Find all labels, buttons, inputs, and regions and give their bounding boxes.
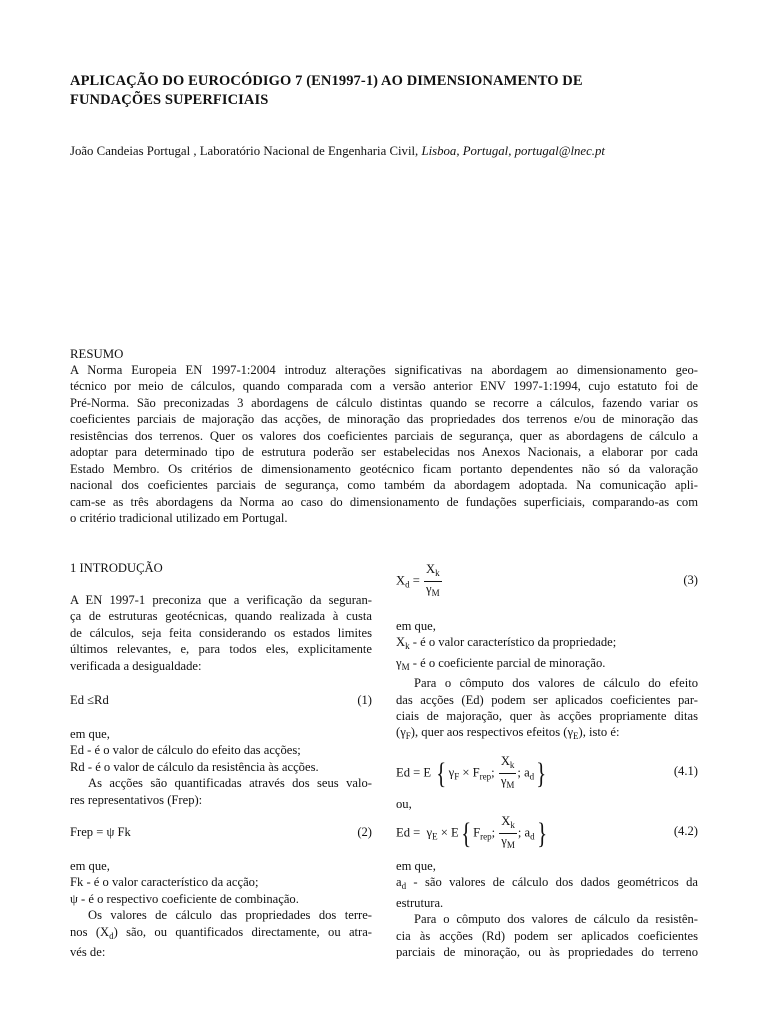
equation-1-body: Ed ≤Rd: [70, 693, 109, 707]
equation-4-1-body: Ed = E { $\gamma_F \times F_{rep}$; $\frac{X_k}{\gamma_M}$ ; $a_d$}: [396, 754, 547, 790]
text-line: res representativos (Frep):: [70, 792, 203, 807]
abstract-line: técnico por meio de cálculos, quando comparada com a versão anterior ENV 1997-1:1994, cujo estatuto foi de: [70, 379, 698, 394]
equation-4-2-number: (4.2): [673, 824, 698, 838]
abstract: [70, 362, 698, 526]
author-affiliation: João Candeias Portugal , Laboratório Nacional de Engenharia Civil,: [70, 144, 419, 158]
text-line: em que,: [396, 619, 436, 633]
or-label: ou,: [396, 797, 412, 811]
text-line: Para o cômputo dos valores de cálculo do efeito: [414, 676, 698, 691]
where-block-1: [70, 726, 372, 808]
equation-3: [396, 560, 698, 602]
text-line: $(\gamma_F)$, quer aos respectivos efeitos $(\gamma_E)$, isto é:: [396, 725, 620, 742]
text-line: A EN 1997-1 preconiza que a verificação da seguran-: [70, 593, 372, 607]
fraction: $\frac{X_k}{\gamma_M}$: [426, 562, 440, 598]
author-location: Lisboa, Portugal: [421, 144, 509, 158]
text-line: $\gamma_M$ - é o coeficiente parcial de minoração.: [396, 655, 606, 672]
abstract-line: Estado Membro. Os critérios de dimensionamento geotécnico ficam portanto dependentes não só da valoração: [70, 461, 698, 476]
author-line: João Candeias Portugal , Laboratório Nacional de Engenharia Civil, Lisboa, Portugal, portugal@lnec.pt: [70, 144, 605, 158]
text-line: $a_d$ - são valores de cálculo dos dados geométricos da: [396, 875, 698, 892]
abstract-line: coeficientes parciais de majoração das acções, de minoração das propriedades dos terrenos e/ou de minoração das: [70, 412, 698, 427]
equation-2: [70, 824, 372, 854]
text-line: ψ - é o respectivo coeficiente de combinação.: [70, 891, 299, 906]
text-line: cia às acções (Rd) podem ser aplicados coeficientes: [396, 928, 698, 943]
text-line: em que,: [70, 859, 110, 873]
abstract-line: cam-se as três abordagens da Norma ao caso do dimensionamento de fundações superficiais, comparando-as com: [70, 494, 698, 509]
paper-title: [70, 72, 690, 110]
where-block-4: [396, 858, 698, 960]
abstract-heading: RESUMO: [70, 347, 124, 361]
title-line-2: FUNDAÇÕES SUPERFICIAIS: [70, 92, 269, 108]
equation-2-body: Frep = ψ Fk: [70, 825, 131, 839]
equation-4-2-body: $Ed = \gamma_E \times E${ $F_{rep}$; $\frac{X_k}{\gamma_M}$ ; $a_d$}: [396, 814, 547, 850]
text-line: últimos relevantes, e, para todos eles, explicitamente: [70, 642, 372, 657]
section-heading: 1 INTRODUÇÃO: [70, 561, 163, 575]
text-line: ça de estruturas geotécnicas, quando realizada à custa: [70, 609, 372, 624]
equation-1: [70, 692, 372, 722]
equation-4-2: [396, 814, 698, 854]
where-block-2: [70, 858, 372, 960]
text-line: nos $(X_d)$ são, ou quantificados directamente, ou atra-: [70, 924, 373, 941]
text-line: Ed - é o valor de cálculo do efeito das acções;: [70, 743, 301, 758]
abstract-line: nacional dos coeficientes parciais de segurança, como também da abordagem adoptada. Na comunicação apli-: [70, 478, 698, 493]
text-line: Fk - é o valor característico da acção;: [70, 875, 259, 890]
text-line: ciais de majoração, quer às acções propriamente ditas: [396, 709, 698, 724]
text-line: Rd - é o valor de cálculo da resistência às acções.: [70, 759, 319, 774]
where-block-3: [396, 618, 698, 745]
equation-4-1: [396, 754, 698, 794]
equation-3-body: $X_d$ = $\frac{X_k}{\gamma_M}$: [396, 562, 443, 601]
author-email[interactable]: portugal@lnec.pt: [514, 144, 605, 158]
text-line: em que,: [70, 727, 110, 741]
abstract-line: resistências dos terrenos. Quer os valores dos coeficientes parciais de segurança, quer as abordagens de cálculo a: [70, 428, 698, 443]
text-line: em que,: [396, 859, 436, 873]
text-line: $X_k$ - é o valor característico da propriedade;: [396, 635, 617, 652]
text-line: de cálculos, seja feita considerando os estados limites: [70, 625, 372, 640]
text-line: Para o cômputo dos valores de cálculo da resistên-: [414, 912, 698, 927]
abstract-line: adoptar para determinado tipo de estrutura poderão ser estabelecidas nos Anexos Nacionais, a elaborar por cada: [70, 445, 698, 460]
title-line-1: APLICAÇÃO DO EUROCÓDIGO 7 (EN1997-1) AO DIMENSIONAMENTO DE: [70, 73, 583, 89]
text-line: das acções (Ed) podem ser aplicados coeficientes par-: [396, 692, 698, 707]
text-line: parciais de minoração, ou às propriedades do terreno: [396, 945, 698, 960]
text-line: Os valores de cálculo das propriedades dos terre-: [88, 908, 372, 923]
equation-1-number: (1): [357, 693, 372, 707]
abstract-line: A Norma Europeia EN 1997-1:2004 introduz alterações significativas na abordagem ao dimensionamento geo-: [70, 363, 698, 377]
equation-2-number: (2): [357, 825, 372, 839]
intro-paragraph: [70, 592, 372, 674]
abstract-line: o critério tradicional utilizado em Portugal.: [70, 510, 288, 525]
text-line: vés de:: [70, 945, 106, 960]
abstract-line: Pré-Norma. São preconizadas 3 abordagens de cálculo distintas quando se recorre a cálculos, fazendo variar os: [70, 395, 698, 410]
text-line: estrutura.: [396, 895, 444, 910]
text-line: verificada a desigualdade:: [70, 658, 202, 673]
equation-3-number: (3): [683, 573, 698, 587]
equation-4-1-number: (4.1): [673, 764, 698, 778]
text-line: As acções são quantificadas através dos seus valo-: [88, 776, 372, 791]
